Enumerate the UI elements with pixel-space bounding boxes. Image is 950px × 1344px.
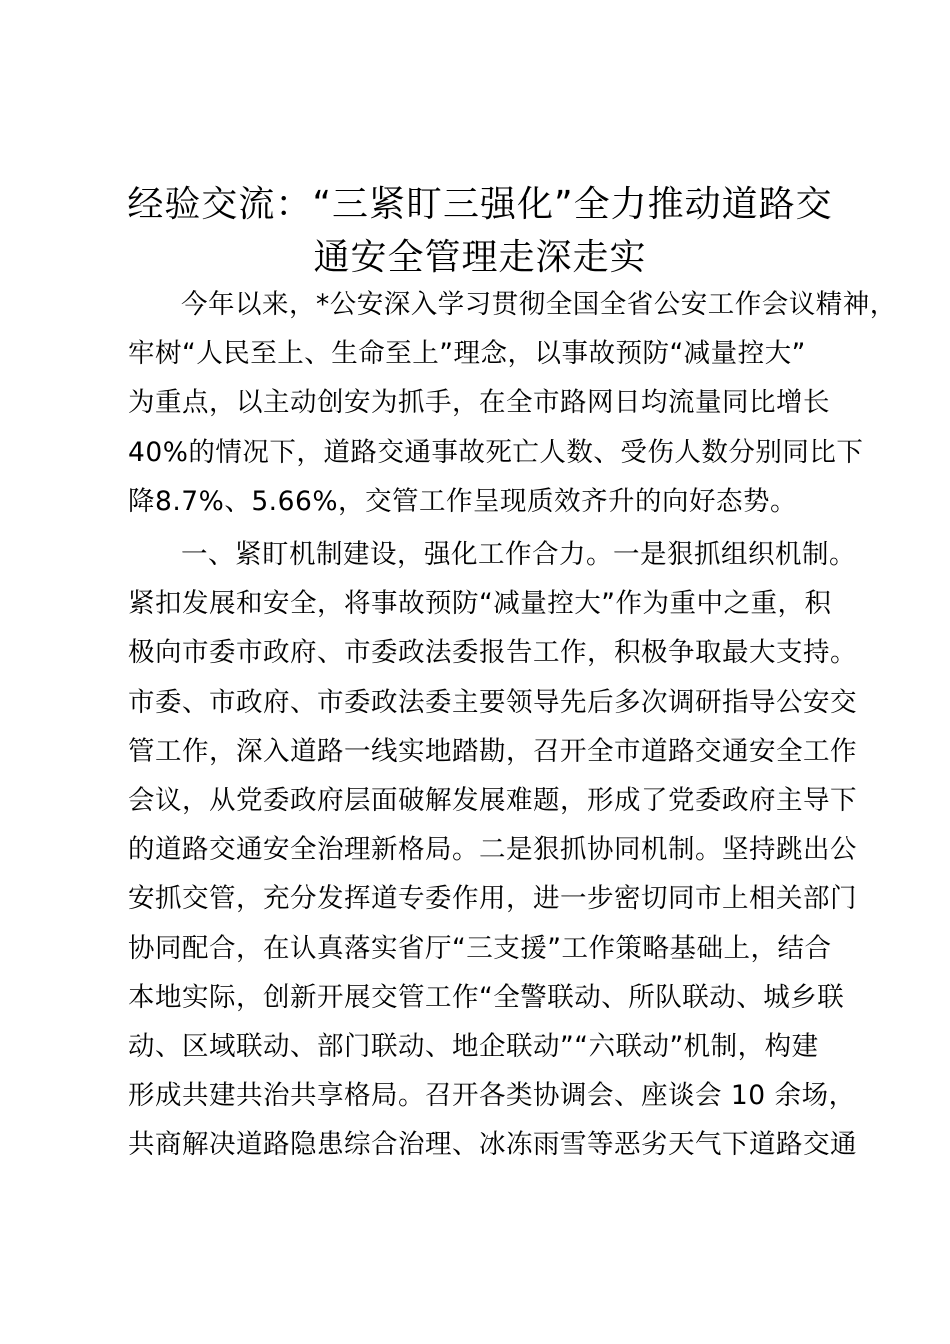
paragraph-line: 共商解决道路隐患综合治理、冰冻雨雪等恶劣天气下道路交通 (128, 1129, 857, 1161)
paragraph-line: 会议，从党委政府层面破解发展难题，形成了党委政府主导下 (128, 784, 857, 816)
paragraph-line: 形成共建共治共享格局。召开各类协调会、座谈会 10 余场， (128, 1080, 856, 1112)
paragraph-line: 极向市委市政府、市委政法委报告工作，积极争取最大支持。 (128, 637, 857, 669)
paragraph-line: 紧扣发展和安全，将事故预防“减量控大”作为重中之重，积 (128, 588, 832, 620)
paragraph-line: 为重点，以主动创安为抓手，在全市路网日均流量同比增长 (128, 387, 830, 419)
paragraph-line: 协同配合，在认真落实省厅“三支援”工作策略基础上，结合 (128, 932, 832, 964)
title-line-2: 通安全管理走深走实 (313, 237, 647, 278)
paragraph-line: 安抓交管，充分发挥道专委作用，进一步密切同市上相关部门 (128, 883, 857, 915)
paragraph-line: 本地实际，创新开展交管工作“全警联动、所队联动、城乡联 (128, 981, 845, 1013)
paragraph-line: 牢树“人民至上、生命至上”理念，以事故预防“减量控大” (128, 338, 806, 370)
document-title (110, 178, 850, 284)
paragraph-line: 动、区域联动、部门联动、地企联动”“六联动”机制，构建 (128, 1030, 819, 1062)
paragraph-line: 一、紧盯机制建设，强化工作合力。一是狠抓组织机制。 (181, 539, 856, 570)
paragraph-section-one (128, 530, 857, 1169)
paragraph-line: 40%的情况下，道路交通事故死亡人数、受伤人数分别同比下 (128, 436, 864, 468)
paragraph-line: 管工作，深入道路一线实地踏勘，召开全市道路交通安全工作 (128, 735, 857, 767)
paragraph-line: 市委、市政府、市委政法委主要领导先后多次调研指导公安交 (128, 686, 857, 718)
title-line-1: 经验交流：“三紧盯三强化”全力推动道路交 (127, 184, 833, 225)
paragraph-intro (128, 280, 897, 526)
paragraph-line: 的道路交通安全治理新格局。二是狠抓协同机制。坚持跳出公 (128, 834, 857, 866)
paragraph-line: 今年以来，*公安深入学习贯彻全国全省公安工作会议精神， (181, 289, 897, 320)
paragraph-line: 降8.7%、5.66%，交管工作呈现质效齐升的向好态势。 (128, 485, 798, 517)
